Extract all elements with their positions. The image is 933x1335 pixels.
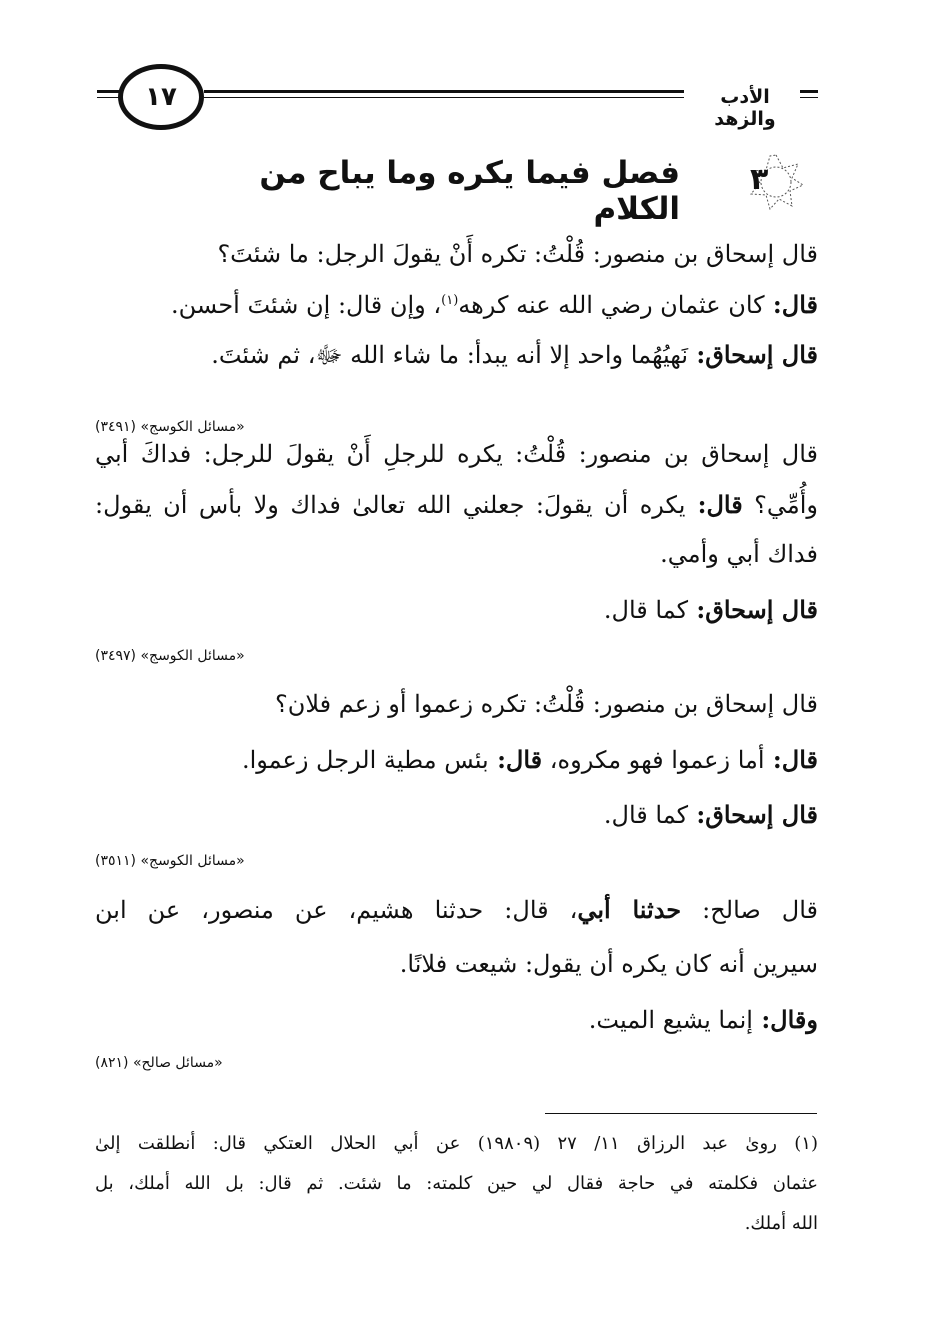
source-citation bbox=[95, 1055, 345, 1071]
text-segment: ، وإن قال: إن شئتَ أحسن. bbox=[171, 291, 442, 319]
text-segment: قال إسحاق بن منصور: قُلْتُ: تكره أَنْ يقولَ الرجل: ما شئتَ؟ bbox=[217, 240, 818, 268]
footnote-line: (١) رویٰ عبد الرزاق ١١/ ٢٧ (١٩٨٠٩) عن أبي الحلال العتكي قال: أنطلقت إلىٰ bbox=[95, 1133, 818, 1154]
text-line bbox=[95, 1005, 818, 1034]
section-title: فصل فيما يكره وما يباح من الكلام bbox=[259, 155, 680, 227]
text-segment: فداك أبي وأمي. bbox=[660, 540, 818, 568]
footnote-line: الله أملك. bbox=[744, 1213, 818, 1234]
text-segment: بئس مطية الرجل زعموا. bbox=[241, 746, 489, 774]
footnote-marker[interactable]: (١) bbox=[441, 293, 459, 308]
source-citation bbox=[95, 853, 345, 869]
text-segment: وقال: bbox=[752, 1005, 818, 1034]
source-citation bbox=[95, 648, 345, 664]
page-number bbox=[118, 64, 204, 130]
text-segment: نَهيُهُما واحد إلا أنه يبدأ: ما شاء الله ﷻ، ثم شئتَ. bbox=[211, 341, 688, 369]
page-number-text: ١٧ bbox=[145, 82, 177, 112]
text-line bbox=[95, 950, 818, 978]
section-number: ٣ bbox=[750, 162, 769, 197]
footnote-rule bbox=[545, 1113, 817, 1114]
text-line bbox=[95, 240, 818, 268]
section-number-ornament bbox=[740, 152, 806, 212]
text-line bbox=[95, 440, 818, 468]
text-segment: كان عثمان رضي الله عنه كرهه bbox=[458, 291, 765, 319]
text-line bbox=[95, 800, 818, 829]
text-segment: قال إسحاق بن منصور: قُلْتُ: يكره للرجلِ أَنْ يقولَ للرجل: فداكَ أبي bbox=[95, 440, 818, 468]
text-segment: قال: bbox=[764, 745, 818, 774]
text-segment: قال إسحاق: bbox=[688, 595, 818, 624]
text-segment: يكره أن يقولَ: جعلني الله تعالىٰ فداك ولا بأس أن يقول: bbox=[95, 491, 686, 519]
text-segment: قال إسحاق: bbox=[688, 800, 818, 829]
text-segment: حدثنا أبي bbox=[577, 895, 682, 924]
header-rule-right-thin bbox=[204, 97, 684, 98]
text-line bbox=[95, 895, 818, 924]
source-number: (٣٥١١) bbox=[95, 853, 141, 869]
source-citation bbox=[95, 419, 345, 435]
text-line bbox=[95, 595, 818, 624]
text-line bbox=[95, 340, 818, 375]
text-line bbox=[95, 745, 818, 774]
text-line bbox=[95, 690, 818, 718]
header-rule-right bbox=[204, 90, 684, 93]
source-book: «مسائل الكوسج» bbox=[140, 648, 245, 664]
source-book: «مسائل الكوسج» bbox=[140, 853, 245, 869]
text-line bbox=[95, 290, 818, 319]
text-segment: كما قال. bbox=[603, 596, 688, 624]
text-segment: وأُمِّي؟ bbox=[742, 491, 819, 519]
text-segment: قال إسحاق بن منصور: قُلْتُ: تكره زعموا أو زعم فلان؟ bbox=[275, 690, 818, 718]
text-segment: قال إسحاق: bbox=[688, 340, 818, 369]
text-line bbox=[95, 490, 818, 519]
text-segment: قال: bbox=[488, 745, 543, 774]
text-segment: إنما يشيع الميت. bbox=[588, 1006, 753, 1034]
text-segment: قال: bbox=[764, 290, 818, 319]
source-number: (٣٤٩٧) bbox=[95, 648, 141, 664]
text-segment: سيرين أنه كان يكره أن يقول: شيعت فلانًا. bbox=[399, 950, 818, 978]
source-number: (٨٢١) bbox=[95, 1055, 133, 1071]
source-number: (٣٤٩١) bbox=[95, 419, 141, 435]
text-line bbox=[95, 540, 818, 568]
text-segment: قال صالح: bbox=[681, 896, 819, 924]
running-title: الأدب والزهد bbox=[690, 86, 800, 130]
source-book: «مسائل الكوسج» bbox=[140, 419, 245, 435]
text-segment: قال: bbox=[685, 490, 743, 519]
footnote-line: عثمان فكلمته في حاجة فقال لي حين كلمته: ما شئت. ثم قال: بل الله أملك، بل bbox=[95, 1173, 818, 1194]
text-segment: أما زعموا فهو مكروه، bbox=[542, 746, 765, 774]
text-segment: ، قال: حدثنا هشيم، عن منصور، عن ابن bbox=[95, 896, 578, 924]
source-book: «مسائل صالح» bbox=[132, 1055, 223, 1071]
text-segment: كما قال. bbox=[603, 801, 688, 829]
